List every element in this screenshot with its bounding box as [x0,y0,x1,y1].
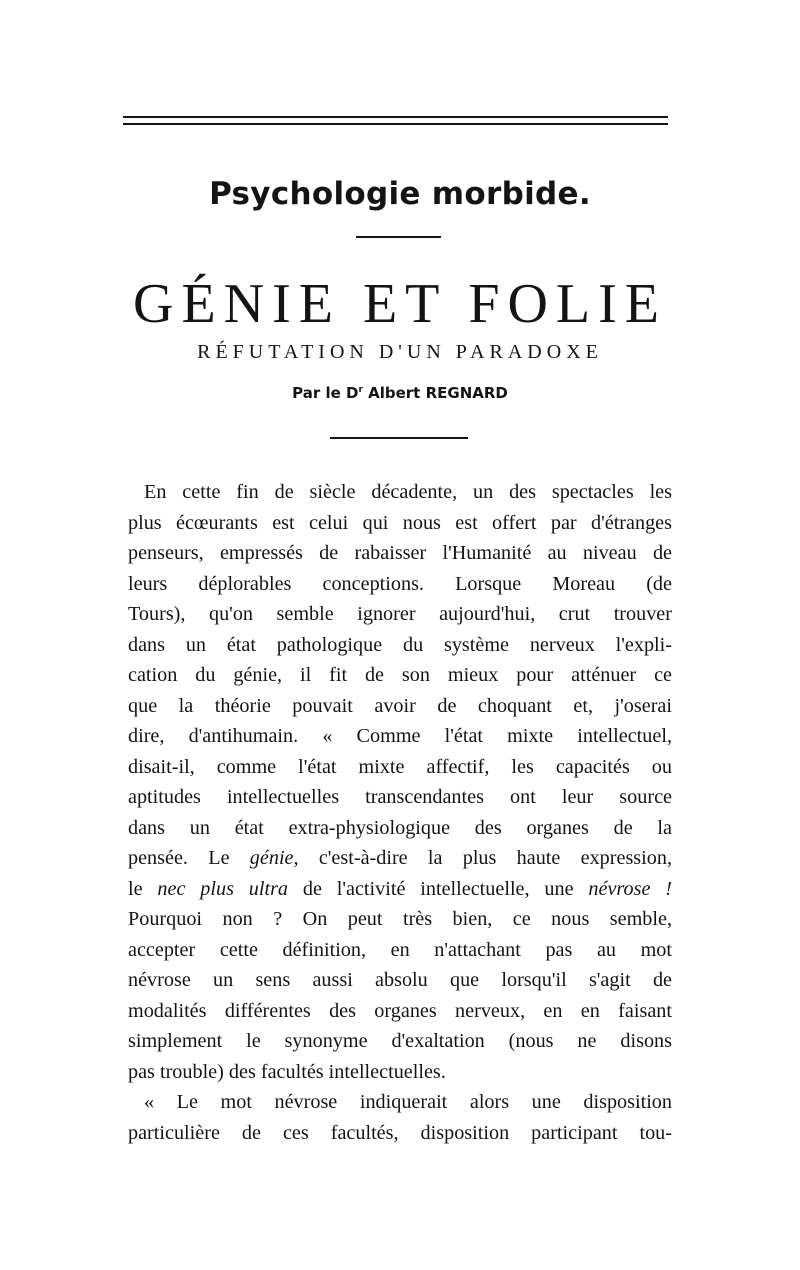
text-line: leurs déplorables conceptions. Lorsque Moreau (de [128,572,672,595]
text-line: dans un état pathologique du système nerveux l'expli- [128,633,672,656]
text-line: particulière de ces facultés, disposition participant tou- [128,1121,672,1144]
text-line: En cette fin de siècle décadente, un des spectacles les [144,481,672,503]
text-line: modalités différentes des organes nerveux, en en faisant [128,999,672,1022]
text-line: que la théorie pouvait avoir de choquant et, j'oserai [128,694,672,717]
text-line: dans un état extra-physiologique des organes de la [128,816,672,839]
article-body [128,477,672,1148]
text-line: dire, d'antihumain. « Comme l'état mixte intellectuel, [128,725,672,747]
text-line: pensée. Le génie, c'est-à-dire la plus haute expression, [128,847,673,869]
article-subtitle: RÉFUTATION D'UN PARADOXE [197,341,603,363]
section-title: Psychologie morbide. [209,176,591,212]
byline-divider [330,437,468,439]
header-double-rule [123,116,668,125]
italic-term: génie [249,847,294,869]
text-line: Tours), qu'on semble ignorer aujourd'hui, crut trouver [128,603,672,625]
text-line: aptitudes intellectuelles transcendantes ont leur source [128,786,672,808]
text-line: cation du génie, il fit de son mieux pour atténuer ce [128,664,672,686]
text-line: simplement le synonyme d'exaltation (nous ne disons [128,1030,672,1052]
text-line: plus écœurants est celui qui nous est offert par d'étranges [128,511,672,534]
text-line: « Le mot névrose indiquerait alors une disposition [144,1091,672,1113]
text-line: accepter cette définition, en n'attachant pas au mot [128,938,672,961]
italic-term: névrose ! [588,877,672,900]
text-line: névrose un sens aussi absolu que lorsqu'il s'agit de [128,969,672,991]
text-line: penseurs, empressés de rabaisser l'Humanité au niveau de [128,542,672,564]
title-divider [356,236,441,238]
text-line: pas trouble) des facultés intellectuelles. [128,1060,446,1083]
author-byline: Par le $D^r$ Albert REGNARD [292,384,508,402]
text-line: Pourquoi non ? On peut très bien, ce nous semble, [128,908,672,930]
text-line: disait-il, comme l'état mixte affectif, les capacités ou [128,755,672,778]
text-line: le nec plus ultra de l'activité intellectuelle, une névrose ! [128,877,672,900]
article-title: GÉNIE ET FOLIE [133,273,667,335]
italic-term: nec plus ultra [157,877,289,900]
